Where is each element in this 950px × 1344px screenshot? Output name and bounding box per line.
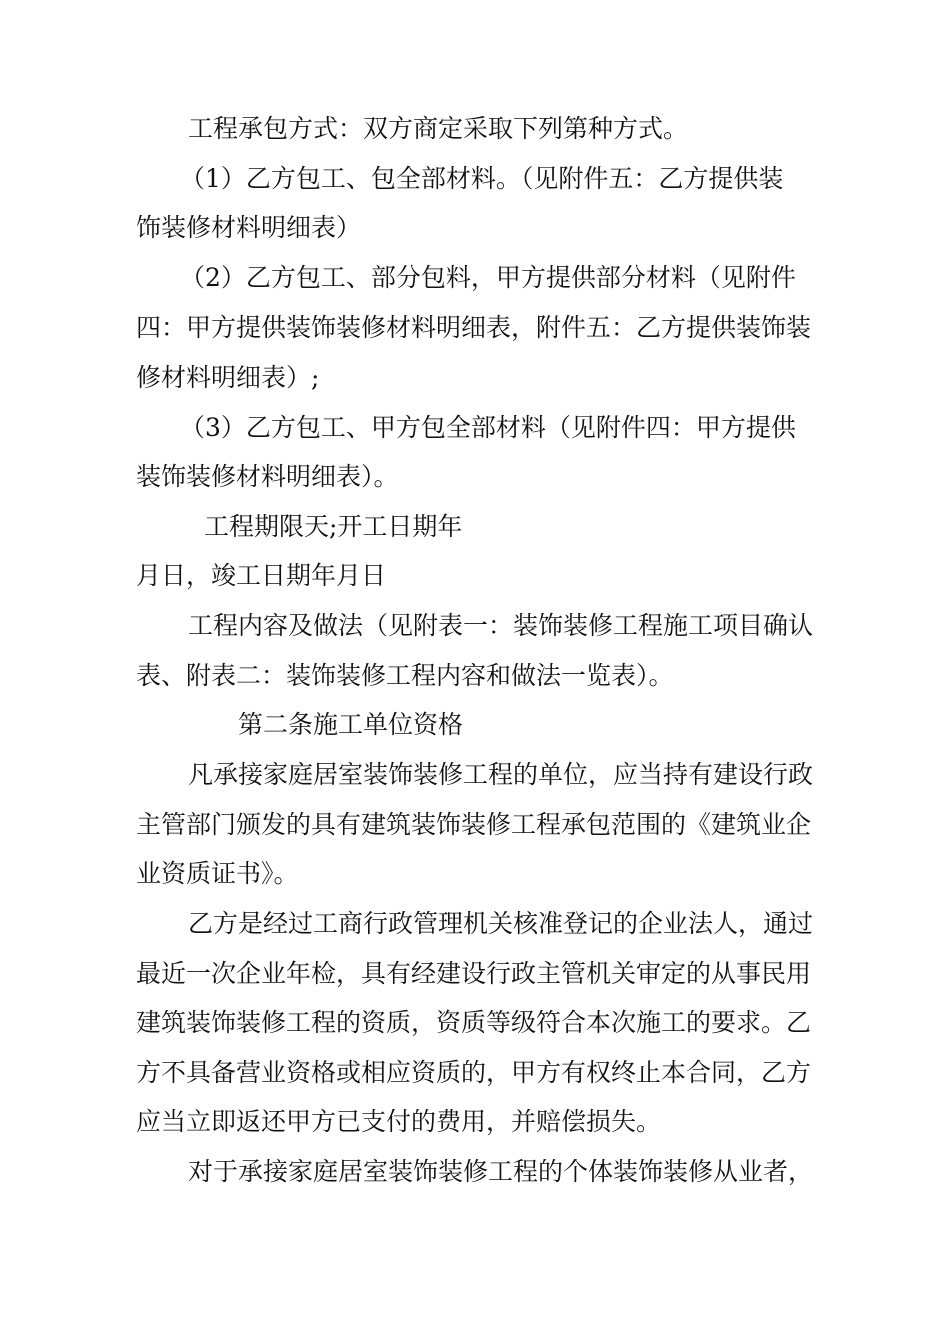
text-line: （1）乙方包工、包全部材料。（见附件五：乙方提供装: [180, 164, 784, 193]
text-line: 四：甲方提供装饰装修材料明细表，附件五：乙方提供装饰装: [136, 313, 812, 342]
text-line: 业资质证书》。: [136, 859, 299, 888]
text-line: 主管部门颁发的具有建筑装饰装修工程承包范围的《建筑业企: [136, 810, 812, 839]
text-line: 最近一次企业年检，具有经建设行政主管机关审定的从事民用: [136, 959, 812, 988]
text-line: （3）乙方包工、甲方包全部材料（见附件四：甲方提供: [180, 413, 796, 442]
text-line: 月日，竣工日期年月日: [136, 561, 387, 590]
text-line: 工程期限天;开工日期年: [204, 512, 463, 541]
text-line: 装饰装修材料明细表）。: [136, 462, 399, 491]
text-line: 建筑装饰装修工程的资质，资质等级符合本次施工的要求。乙: [136, 1008, 812, 1037]
text-line: 修材料明细表）;: [136, 363, 320, 392]
text-line: 工程内容及做法（见附表一：装饰装修工程施工项目确认: [188, 611, 814, 640]
text-line: （2）乙方包工、部分包料，甲方提供部分材料（见附件: [180, 263, 796, 292]
text-line: 饰装修材料明细表）: [136, 213, 362, 242]
text-line: 对于承接家庭居室装饰装修工程的个体装饰装修从业者，: [188, 1157, 814, 1186]
text-line: 乙方是经过工商行政管理机关核准登记的企业法人，通过: [188, 909, 814, 938]
text-line: 凡承接家庭居室装饰装修工程的单位，应当持有建设行政: [188, 760, 814, 789]
text-line: 工程承包方式：双方商定采取下列第种方式。: [188, 114, 689, 143]
text-line: 方不具备营业资格或相应资质的，甲方有权终止本合同，乙方: [136, 1058, 812, 1087]
text-line: 表、附表二：装饰装修工程内容和做法一览表）。: [136, 661, 674, 690]
text-line: 应当立即返还甲方已支付的费用，并赔偿损失。: [136, 1107, 662, 1136]
section-heading: 第二条施工单位资格: [238, 710, 464, 739]
